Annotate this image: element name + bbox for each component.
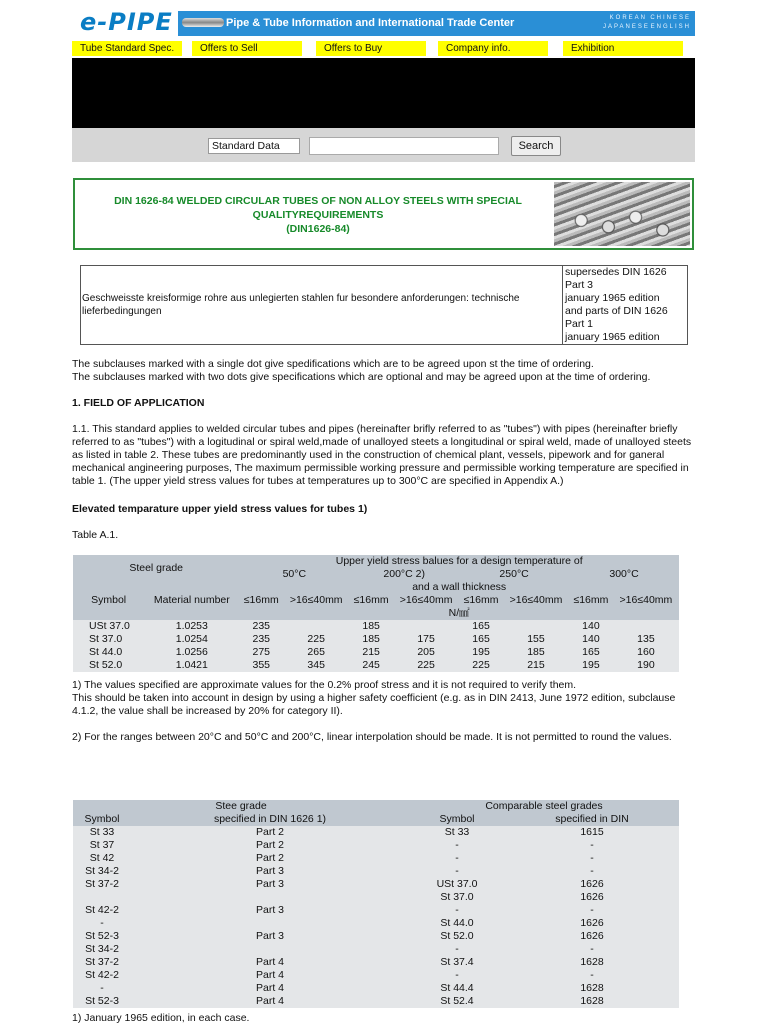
intro-p1: The subclauses marked with a single dot give spedifications which are to be agreed upon st the time of ordering. (72, 358, 594, 370)
intro-p2: The subclauses marked with two dots give specifications which are optional and may be agreed upon at the time of ordering. (72, 371, 651, 383)
table-cell: St 34-2 (73, 943, 131, 956)
supersedes-table (80, 265, 688, 345)
th-thick: >16≤40mm (393, 594, 459, 607)
table-cell: 140 (569, 620, 613, 633)
main-nav (72, 40, 695, 57)
th-wall: and a wall thickness (239, 581, 679, 594)
table-2-body (73, 826, 679, 1008)
table-cell: 190 (613, 659, 679, 672)
table-cell: - (505, 904, 679, 917)
tubes-photo (554, 182, 690, 246)
table-cell: St 37-2 (73, 956, 131, 969)
th-temp: 300°C (569, 568, 679, 581)
header (72, 0, 695, 38)
supersedes-line: Part 3 (565, 279, 594, 291)
table-row (73, 930, 679, 943)
table-cell: - (409, 943, 505, 956)
th-temp: 200°C 2) (349, 568, 459, 581)
supersedes-line: Part 1 (565, 318, 594, 330)
table-cell: 1626 (505, 917, 679, 930)
nav-exhibition[interactable]: Exhibition (563, 41, 683, 56)
table-cell: 1628 (505, 982, 679, 995)
table-cell: 1626 (505, 891, 679, 904)
table-row (73, 969, 679, 982)
header-banner (178, 11, 695, 36)
table-cell: St 42-2 (73, 904, 131, 917)
category-select[interactable]: Standard Data (208, 138, 300, 154)
table-cell: 185 (503, 646, 569, 659)
th-thick: >16≤40mm (283, 594, 349, 607)
th-temp: 250°C (459, 568, 569, 581)
standard-title-box (73, 178, 694, 250)
language-links (603, 14, 691, 32)
table-cell: St 52.0 (409, 930, 505, 943)
table-row (73, 982, 679, 995)
table-cell: 1626 (505, 930, 679, 943)
pipes-icon (182, 18, 224, 27)
table-cell: 1.0421 (144, 659, 239, 672)
table-a1-label: Table A.1. (72, 529, 119, 541)
table-cell: 345 (283, 659, 349, 672)
th-thick: ≤16mm (349, 594, 393, 607)
th-thick: >16≤40mm (503, 594, 569, 607)
table-row (73, 891, 679, 904)
supersedes-line: january 1965 edition (565, 292, 660, 304)
th-spec-din: specified in DIN (505, 813, 679, 826)
table-cell (131, 943, 409, 956)
table-cell: Part 4 (131, 969, 409, 982)
table-cell: 215 (503, 659, 569, 672)
table-cell: St 44.0 (409, 917, 505, 930)
nav-offers-sell[interactable]: Offers to Sell (192, 41, 302, 56)
supersedes-line: january 1965 edition (565, 331, 660, 343)
table-cell: 1.0256 (144, 646, 239, 659)
table-cell: 1628 (505, 956, 679, 969)
page (72, 0, 695, 1024)
table-cell: 225 (393, 659, 459, 672)
table-2-footnote: 1) January 1965 edition, in each case. (72, 1012, 250, 1024)
table-row (73, 956, 679, 969)
section-1-body: 1.1. This standard applies to welded circular tubes and pipes (hereinafter brifly referred to as "tubes") with pipes (hereinafter briefly referred to as "tubes") with a logitudinal or spiral weld,made of unalloyed steets a longitudinal or spiral weld, made of unalloyed steets as listed in table 2. These tubes are predominantly used in the construction of chemical plant, vessels, pipework and for ganeral mechanical angineering purposes, The maximum permissible working pressure and permissible working temperature are specified in table 1. (The upper yield stress values for tubes at temperatures up to 300°C are specified in Appendix A.) (72, 423, 692, 487)
table-cell: 355 (239, 659, 283, 672)
table-row (73, 878, 679, 891)
th-thick: >16≤40mm (613, 594, 679, 607)
table-cell: Part 4 (131, 982, 409, 995)
table-row (73, 659, 679, 672)
elevated-heading: Elevated temparature upper yield stress values for tubes 1) (72, 503, 368, 515)
table-cell: St 37.0 (409, 891, 505, 904)
th-stee-grade: Stee grade (73, 800, 409, 813)
table-cell: Part 3 (131, 930, 409, 943)
supersedes-line: supersedes DIN 1626 (565, 266, 667, 278)
table-cell: St 42-2 (73, 969, 131, 982)
table-row (73, 917, 679, 930)
search-button[interactable]: Search (511, 136, 561, 156)
table-cell: 195 (569, 659, 613, 672)
th-temp: 50°C (239, 568, 349, 581)
table-cell: Part 3 (131, 878, 409, 891)
table-cell: 1626 (505, 878, 679, 891)
section-1-heading: 1. FIELD OF APPLICATION (72, 397, 205, 409)
table-cell: St 44.0 (73, 646, 144, 659)
table-cell: St 37.4 (409, 956, 505, 969)
nav-tube-standard[interactable]: Tube Standard Spec. (72, 41, 182, 56)
search-bar (72, 128, 695, 162)
table-cell: - (409, 852, 505, 865)
table-row (73, 865, 679, 878)
table-cell: USt 37.0 (73, 620, 144, 633)
site-logo[interactable]: e-PIPE (80, 8, 173, 36)
table-cell (131, 917, 409, 930)
table-row (73, 839, 679, 852)
table-row (73, 646, 679, 659)
table-cell: St 52-3 (73, 995, 131, 1008)
th-upper-yield: Upper yield stress balues for a design temperature of (239, 555, 679, 568)
table-a1-body (73, 620, 679, 672)
note-1a: 1) The values specified are approximate values for the 0.2% proof stress and it is not required to verify them. (72, 679, 577, 691)
table-cell: 1615 (505, 826, 679, 839)
lang-japanese[interactable]: JAPANESE (603, 24, 650, 30)
table-cell: - (505, 969, 679, 982)
table-cell: 185 (349, 633, 393, 646)
table-cell: - (73, 917, 131, 930)
table-row (73, 633, 679, 646)
search-input[interactable] (309, 137, 499, 155)
table-cell: 165 (569, 646, 613, 659)
table-cell: - (409, 839, 505, 852)
table-cell: St 37-2 (73, 878, 131, 891)
th-thick: ≤16mm (239, 594, 283, 607)
table-cell (503, 620, 569, 633)
table-cell: St 37 (73, 839, 131, 852)
table-cell: - (505, 852, 679, 865)
table-cell: - (505, 865, 679, 878)
th-symbol: Symbol (73, 581, 144, 620)
table-a1 (73, 555, 679, 672)
table-cell: - (73, 982, 131, 995)
table-cell: 245 (349, 659, 393, 672)
table-cell: St 34-2 (73, 865, 131, 878)
table-cell: 135 (613, 633, 679, 646)
table-cell (393, 620, 459, 633)
table-row (73, 826, 679, 839)
th-steel-grade: Steel grade (73, 555, 239, 581)
table-cell: Part 3 (131, 865, 409, 878)
title-line-2: QUALITYREQUIREMENTS (252, 209, 384, 221)
lang-chinese[interactable]: CHINESE (650, 15, 691, 21)
table-cell: USt 37.0 (409, 878, 505, 891)
table-cell: St 52.0 (73, 659, 144, 672)
table-cell: Part 3 (131, 904, 409, 917)
banner-ad (72, 58, 695, 128)
table-cell: St 33 (73, 826, 131, 839)
table-cell: - (505, 943, 679, 956)
table-cell: 165 (459, 633, 503, 646)
table-cell: 215 (349, 646, 393, 659)
german-title: Geschweisste kreisformige rohre aus unlegierten stahlen fur besondere anforderungen: technische lieferbedingungen (82, 293, 520, 317)
table-cell: 235 (239, 633, 283, 646)
table-cell: - (409, 865, 505, 878)
table-cell: 225 (283, 633, 349, 646)
table-cell: Part 2 (131, 826, 409, 839)
table-cell (131, 891, 409, 904)
nav-offers-buy[interactable]: Offers to Buy (316, 41, 426, 56)
lang-korean[interactable]: KOREAN (609, 15, 647, 21)
th-material: Material number (144, 581, 239, 620)
th-thick: ≤16mm (569, 594, 613, 607)
lang-english[interactable]: ENGLISH (650, 24, 691, 30)
table-cell: St 37.0 (73, 633, 144, 646)
note-2: 2) For the ranges between 20°C and 50°C and 200°C, linear interpolation should be made. It is not permitted to round the values. (72, 731, 672, 743)
table-cell: 1.0253 (144, 620, 239, 633)
table-cell: St 33 (409, 826, 505, 839)
table-cell: 265 (283, 646, 349, 659)
nav-company-info[interactable]: Company info. (438, 41, 548, 56)
table-2 (73, 800, 679, 1008)
table-cell: Part 4 (131, 995, 409, 1008)
table-cell (73, 891, 131, 904)
table-cell (613, 620, 679, 633)
table-cell: 155 (503, 633, 569, 646)
table-cell: 185 (349, 620, 393, 633)
table-cell: 175 (393, 633, 459, 646)
table-cell: 205 (393, 646, 459, 659)
table-cell: 225 (459, 659, 503, 672)
table-cell: 160 (613, 646, 679, 659)
table-row (73, 620, 679, 633)
table-row (73, 943, 679, 956)
table-cell: Part 2 (131, 852, 409, 865)
table-cell: - (409, 904, 505, 917)
table-cell: 235 (239, 620, 283, 633)
title-line-3: (DIN1626-84) (286, 223, 350, 235)
table-cell: St 44.4 (409, 982, 505, 995)
table-cell: 165 (459, 620, 503, 633)
table-cell: - (505, 839, 679, 852)
standard-title (83, 194, 553, 236)
supersedes-info (562, 266, 688, 344)
th-comparable: Comparable steel grades (409, 800, 679, 813)
table-row (73, 852, 679, 865)
th-symbol-2: Symbol (409, 813, 505, 826)
table-cell: Part 4 (131, 956, 409, 969)
intro-text (72, 358, 695, 384)
th-thick: ≤16mm (459, 594, 503, 607)
table-cell (283, 620, 349, 633)
table-cell: 275 (239, 646, 283, 659)
table-cell: 140 (569, 633, 613, 646)
table-cell: St 42 (73, 852, 131, 865)
th-spec-1626: specified in DIN 1626 1) (131, 813, 409, 826)
table-cell: Part 2 (131, 839, 409, 852)
th-symbol: Symbol (73, 813, 131, 826)
table-cell: 1628 (505, 995, 679, 1008)
note-1b: This should be taken into account in design by using a higher safety coefficient (e.g. as in DIN 2413, June 1972 edition, subclause 4.1.2, the value shall be increased by 20% for category II). (72, 692, 676, 717)
table-cell: St 52-3 (73, 930, 131, 943)
supersedes-line: and parts of DIN 1626 (565, 305, 668, 317)
banner-title: Pipe & Tube Information and International Trade Center (226, 17, 515, 29)
notes (72, 679, 682, 744)
th-unit: N/㎟ (239, 607, 679, 620)
table-row (73, 904, 679, 917)
table-cell: 195 (459, 646, 503, 659)
table-cell: St 52.4 (409, 995, 505, 1008)
table-cell: - (409, 969, 505, 982)
table-row (73, 995, 679, 1008)
title-line-1: DIN 1626-84 WELDED CIRCULAR TUBES OF NON ALLOY STEELS WITH SPECIAL (114, 195, 522, 207)
table-cell: 1.0254 (144, 633, 239, 646)
